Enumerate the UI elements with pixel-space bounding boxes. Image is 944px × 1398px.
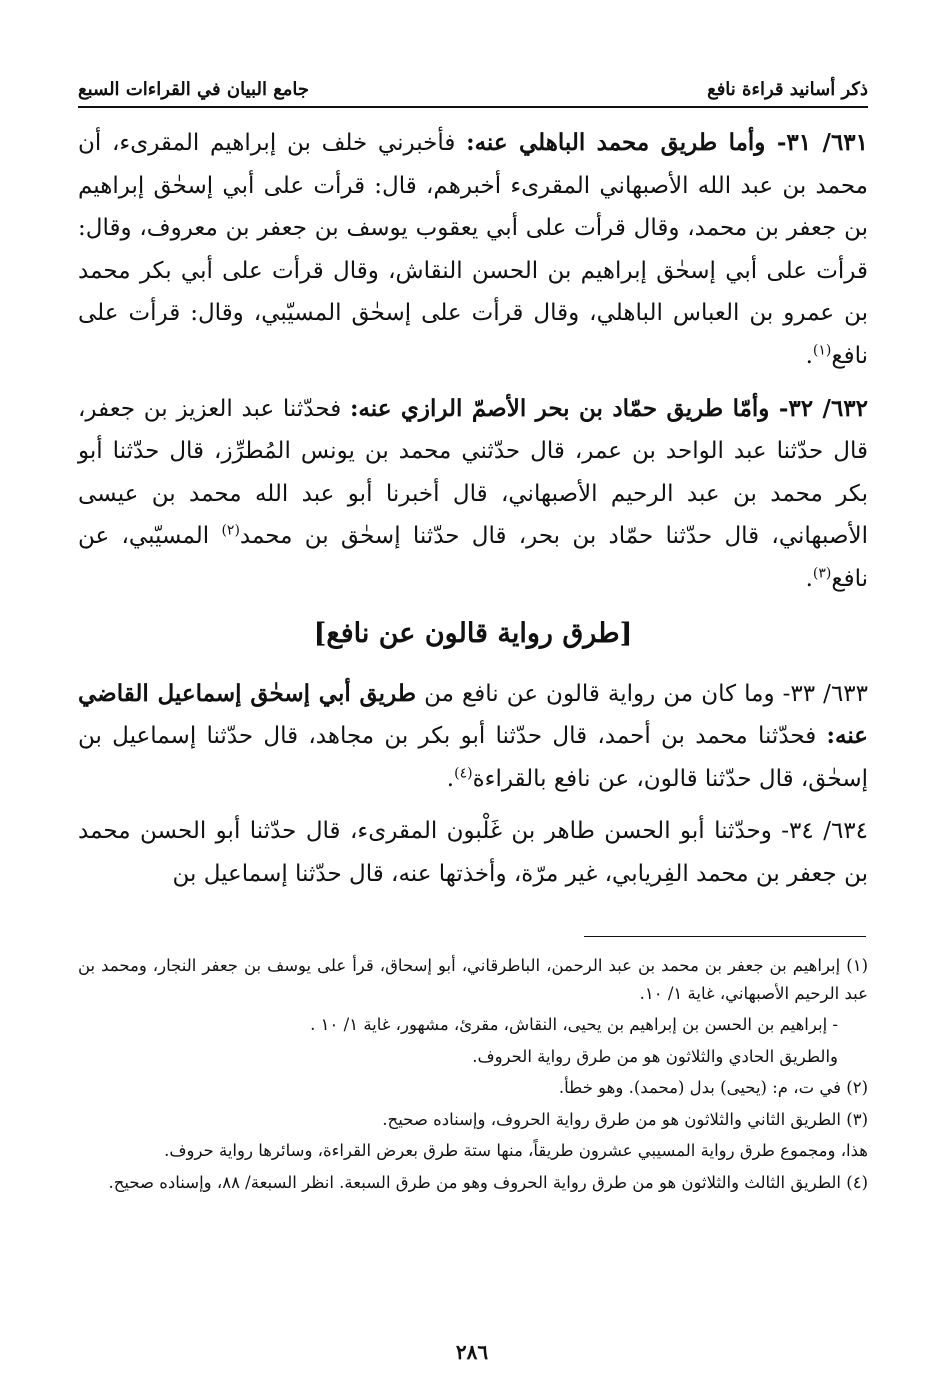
paragraph-634 xyxy=(78,810,868,895)
footnote-1: (١) إبراهيم بن جعفر بن محمد بن عبد الرحمن، الباطرقاني، أبو إسحاق، قرأ على يوسف بن جعفر النجار، ومحمد بن عبد الرحيم الأصبهاني، غاية ١/ ١٠. xyxy=(78,956,868,1003)
paragraph-text-cont: المسيّبي، عن نافع xyxy=(78,523,868,592)
section-heading: [طرق رواية قالون عن نافع] xyxy=(313,617,633,649)
footnote-ref-2[interactable]: (٢) xyxy=(221,522,240,539)
footnote-3: (٣) الطريق الثاني والثلاثون هو من طرق رواية الحروف، وإسناده صحيح. xyxy=(382,1109,868,1129)
paragraph-text: ٦٣٤/ ٣٤- وحدّثنا أبو الحسن طاهر بن غَلْبون المقرىء، قال حدّثنا أبو الحسن محمد بن جعفر بن محمد الفِريابي، غير مرّة، وأخذتها عنه، قال حدّثنا إسماعيل بن xyxy=(78,818,869,887)
paragraph-lead: طريق أبي إسحٰق إسماعيل القاضي عنه: xyxy=(78,679,868,750)
footnote-ref-4[interactable]: (٤) xyxy=(454,765,473,782)
paragraph-text: فحدّثنا محمد بن أحمد، قال حدّثنا أبو بكر بن مجاهد، قال حدّثنا إسماعيل بن إسحٰق، قال حدّثنا قالون، عن نافع بالقراءة xyxy=(78,723,868,792)
footnote-divider xyxy=(584,936,866,937)
paragraph-lead: ٦٣٢/ ٣٢- وأمّا طريق حمّاد بن بحر الأصمّ الرازي عنه: xyxy=(349,394,868,422)
paragraph-pre: ٦٣٣/ ٣٣- وما كان من رواية قالون عن نافع من xyxy=(416,680,868,707)
paragraph-end: . xyxy=(805,565,813,592)
paragraph-631 xyxy=(78,122,868,378)
paragraph-end: . xyxy=(805,342,813,369)
header-chapter-title: ذكر أسانيد قراءة نافع xyxy=(707,79,868,100)
footnote-ref-3[interactable]: (٣) xyxy=(812,565,832,582)
footnote-3-continuation: هذا، ومجموع طرق رواية المسيبي عشرون طريقاً، منها ستة طرق بعرض القراءة، وسائرها رواية حروف. xyxy=(164,1141,868,1160)
footnotes xyxy=(78,952,868,1200)
footnote-2: (٢) في ت، م: (يحيى) بدل (محمد). وهو خطأ. xyxy=(558,1078,868,1097)
running-header xyxy=(78,68,868,108)
paragraph-633 xyxy=(78,673,868,801)
footnote-1-note: والطريق الحادي والثلاثون هو من طرق رواية الحروف. xyxy=(472,1046,838,1066)
paragraph-end: . xyxy=(446,765,455,792)
paragraph-text: فأخبرني خلف بن إبراهيم المقرىء، أن محمد بن عبد الله الأصبهاني المقرىء أخبرهم، قال: قرأت على أبي إسحٰق إبراهيم بن جعفر بن محمد، وقال قرأت على أبي يعقوب يوسف بن جعفر بن معروف، وقال: قرأت على أبي إسحٰق إبراهيم بن الحسن النقاش، وقال قرأت على أبي بكر محمد بن عمرو بن العباس الباهلي، وقال قرأت على إسحٰق المسيّبي، وقال: قرأت على نافع xyxy=(78,130,868,369)
paragraph-text: فحدّثنا عبد العزيز بن جعفر، قال حدّثنا عبد الواحد بن عمر، قال حدّثني محمد بن يونس المُطرِّز، قال حدّثنا أبو بكر محمد بن عبد الرحيم الأصبهاني، قال أخبرنا أبو عبد الله محمد بن عيسى الأصبهاني، قال حدّثنا حمّاد بن بحر، قال حدّثنا إسحٰق بن محمد xyxy=(78,395,868,550)
page-number: ٢٨٦ xyxy=(455,1340,489,1364)
paragraph-632 xyxy=(78,388,868,601)
footnote-1-continuation: - إبراهيم بن الحسن بن إبراهيم بن يحيى، النقاش، مقرئ، مشهور، غاية ١/ ١٠ . xyxy=(310,1015,838,1034)
header-book-title: جامع البيان في القراءات السبع xyxy=(78,79,310,100)
footnote-4: (٤) الطريق الثالث والثلاثون هو من طرق رواية الحروف وهو من طرق السبعة. انظر السبعة/ ٨٨، وإسناده صحيح. xyxy=(108,1172,868,1192)
footnote-ref-1[interactable]: (١) xyxy=(812,342,832,359)
main-text xyxy=(78,122,868,906)
paragraph-lead: ٦٣١/ ٣١- وأما طريق محمد الباهلي عنه: xyxy=(466,129,868,156)
